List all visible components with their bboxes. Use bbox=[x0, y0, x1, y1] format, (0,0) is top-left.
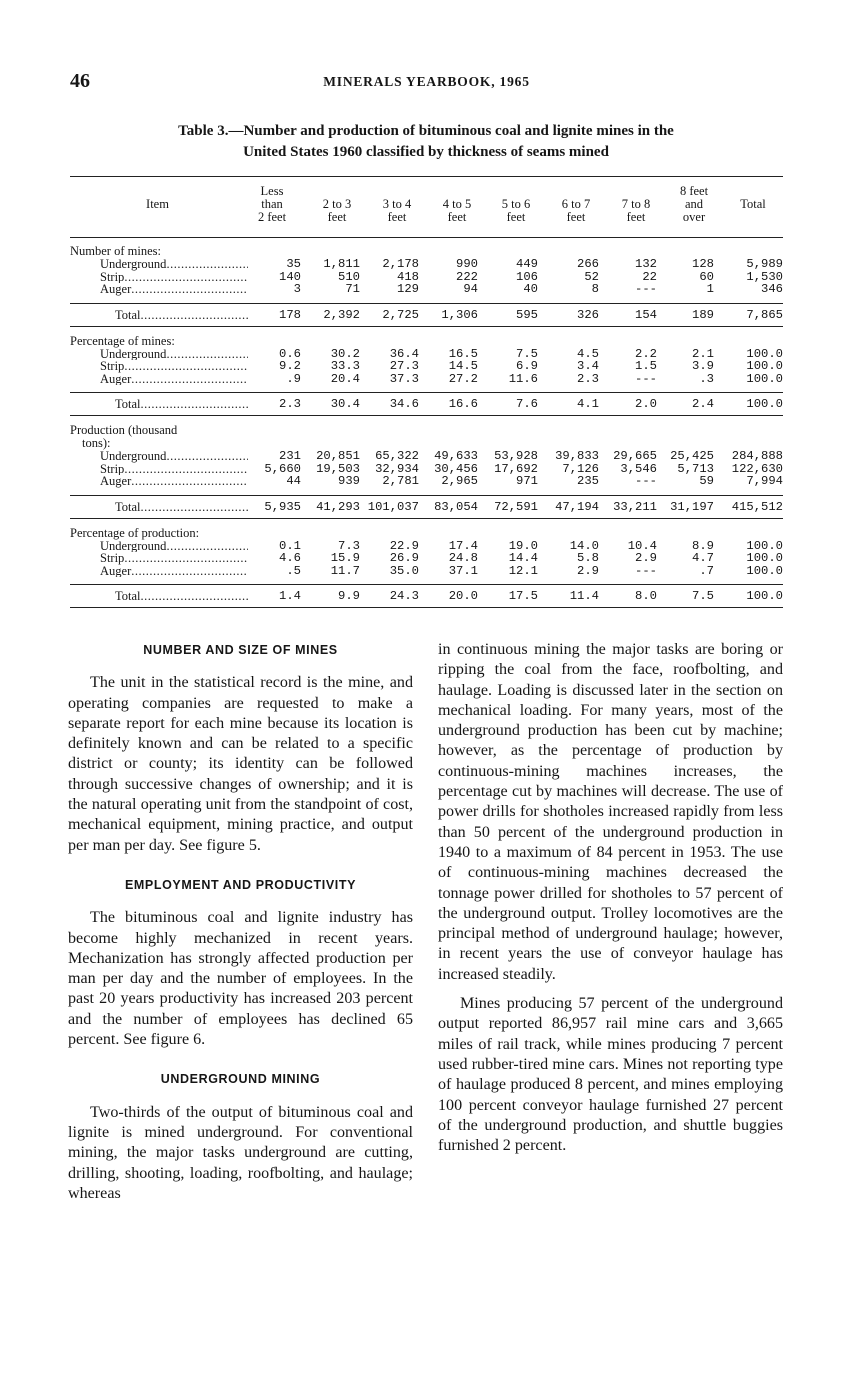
total-cell: 7.6 bbox=[516, 397, 538, 411]
table-cell: 40 bbox=[523, 282, 538, 296]
total-cell: 30.4 bbox=[330, 397, 360, 411]
table-cell: 5,660 bbox=[264, 461, 301, 476]
heading-number-and-size: NUMBER AND SIZE OF MINES bbox=[143, 643, 338, 657]
table-row bbox=[70, 271, 783, 284]
row-label: Strip ..... bbox=[100, 271, 248, 284]
column-header-line: 3 to 4 bbox=[382, 197, 412, 211]
table-row bbox=[70, 552, 783, 565]
table-cell: 129 bbox=[397, 282, 419, 296]
table-cell: 27.3 bbox=[389, 359, 419, 373]
total-cell: 178 bbox=[279, 307, 301, 322]
table-cell: 25,425 bbox=[670, 449, 714, 463]
table-cell: 59 bbox=[699, 474, 714, 488]
total-cell: 154 bbox=[635, 307, 657, 322]
section-title bbox=[70, 245, 783, 258]
paragraph-continuous-mining: in continuous mining the major tasks are boring or ripping the coal from the face, roofbolting, and haulage. Loading is discussed later in the section on mechanical loading. For many years, most of the underground production has been cut by machine; however, as the percentage of production by continuous-mining machines increases, the percentage cut by machines will decrease. The use of power drills for shotholes increased rapidly from less than 50 percent of the underground production in 1940 to a maximum of 84 percent in 1953. The use of continuous-mining machines decreased the tonnage power drilled for shotholes to 57 percent of the underground output. Trolley locomotives are the principal method of underground haulage; however, in recent years the use of conveyor haulage has increased steadily. bbox=[438, 641, 783, 983]
total-cell: 2.3 bbox=[279, 397, 301, 411]
paragraph-number-and-size: The unit in the statistical record is the mine, and operating companies are requested to make a separate report for each mine because its location is definitely known and can be related to a specific district or county; its identity can be followed through successive changes of ownership; and it is the natural operating unit from the standpoint of cost, mechanical equipment, mining practice, and output per man per day. See figure 5. bbox=[68, 674, 413, 854]
total-cell: 1,306 bbox=[441, 307, 478, 322]
table-cell: 17.4 bbox=[448, 538, 478, 553]
column-header-line: 2 to 3 bbox=[322, 197, 352, 211]
total-label: Total ..... bbox=[115, 304, 248, 326]
table-cell: 37.3 bbox=[389, 371, 419, 386]
total-cell: 41,293 bbox=[316, 499, 360, 514]
table-cell: 2.9 bbox=[635, 551, 657, 565]
table-cell: 1 bbox=[706, 282, 714, 296]
table-cell: 35 bbox=[286, 257, 301, 271]
row-label: Strip ..... bbox=[100, 360, 248, 373]
total-row bbox=[70, 392, 783, 415]
table-cell: 266 bbox=[577, 257, 599, 271]
item-column-header: Item bbox=[146, 197, 169, 211]
table-cell: 17,692 bbox=[494, 461, 538, 476]
column-header-line: feet bbox=[566, 210, 586, 224]
table-cell: 2.9 bbox=[577, 563, 599, 578]
table-cell: 37.1 bbox=[448, 563, 478, 578]
total-cell: 5,935 bbox=[264, 499, 301, 514]
table-cell: 971 bbox=[516, 474, 538, 488]
table-cell: 6.9 bbox=[516, 359, 538, 373]
table-cell: 2.1 bbox=[692, 346, 714, 361]
total-cell: 101,037 bbox=[367, 499, 419, 514]
row-label: Underground ..... bbox=[100, 450, 248, 463]
total-cell: 8.0 bbox=[635, 589, 657, 603]
table-cell: 0.6 bbox=[279, 346, 301, 361]
total-cell: 595 bbox=[516, 307, 538, 322]
table-cell: 20,851 bbox=[316, 449, 360, 463]
column-header-line: feet bbox=[506, 210, 526, 224]
total-cell: 34.6 bbox=[389, 397, 419, 411]
table-cell: 106 bbox=[516, 269, 538, 284]
column-header bbox=[718, 185, 788, 224]
row-label: Underground ..... bbox=[100, 348, 248, 361]
table-header bbox=[70, 177, 783, 238]
table-caption bbox=[90, 121, 762, 163]
column-header-line: Less bbox=[260, 184, 284, 198]
table-body bbox=[70, 238, 783, 607]
table-row bbox=[70, 348, 783, 361]
table-row bbox=[70, 373, 783, 386]
table-cell: --- bbox=[635, 282, 657, 296]
left-column bbox=[68, 640, 413, 1213]
table-cell: 3.4 bbox=[577, 359, 599, 373]
table-cell: 27.2 bbox=[448, 371, 478, 386]
total-cell: 7,865 bbox=[746, 307, 783, 322]
table-cell: .5 bbox=[286, 563, 301, 578]
total-cell: 1.4 bbox=[279, 589, 301, 603]
total-cell: 20.0 bbox=[448, 589, 478, 603]
column-header-line: 6 to 7 bbox=[561, 197, 591, 211]
table-cell: 22 bbox=[642, 269, 657, 284]
total-cell: 31,197 bbox=[670, 499, 714, 514]
table-row bbox=[70, 540, 783, 553]
table-cell: 5,989 bbox=[746, 257, 783, 271]
running-title: MINERALS YEARBOOK, 1965 bbox=[323, 74, 530, 89]
table-cell: 26.9 bbox=[389, 551, 419, 565]
table-cell: 939 bbox=[338, 474, 360, 488]
section-title-text: Number of mines: bbox=[70, 244, 161, 258]
table-cell: --- bbox=[635, 474, 657, 488]
table-cell: 30.2 bbox=[330, 346, 360, 361]
table-cell: 5,713 bbox=[677, 461, 714, 476]
table-cell: 7.5 bbox=[516, 346, 538, 361]
total-cell: 7.5 bbox=[692, 589, 714, 603]
heading-underground-mining: UNDERGROUND MINING bbox=[160, 1072, 321, 1087]
table-cell: 7.3 bbox=[338, 538, 360, 553]
table-cell: 122,630 bbox=[731, 461, 783, 476]
table-cell: 30,456 bbox=[434, 461, 478, 476]
table-cell: 231 bbox=[279, 449, 301, 463]
table-cell: 11.6 bbox=[508, 371, 538, 386]
table-cell: 11.7 bbox=[330, 563, 360, 578]
data-table bbox=[70, 176, 783, 608]
table-cell: 9.2 bbox=[279, 359, 301, 373]
total-row bbox=[70, 584, 783, 607]
total-cell: 2,392 bbox=[323, 307, 360, 322]
section-title-text: Percentage of production: bbox=[70, 525, 200, 540]
table-cell: 132 bbox=[635, 257, 657, 271]
table-cell: --- bbox=[635, 563, 657, 578]
table-row bbox=[70, 475, 783, 488]
section-title-text: tons): bbox=[82, 436, 111, 450]
column-header-line: and bbox=[684, 197, 704, 211]
total-cell: 2,725 bbox=[382, 307, 419, 322]
table-cell: 2,178 bbox=[382, 257, 419, 271]
total-cell: 4.1 bbox=[577, 397, 599, 411]
table-cell: 7,126 bbox=[562, 461, 599, 476]
table-cell: 2,781 bbox=[382, 474, 419, 488]
total-cell: 11.4 bbox=[569, 589, 599, 603]
paragraph-employment: The bituminous coal and lignite industry has become highly mechanized in recent years. Mechanization has strongly affected production per man per day and the number of employees. In the past 20 years productivity has increased 203 percent and the number of employees has declined 65 percent. See figure 6. bbox=[68, 909, 413, 1049]
table-cell: 510 bbox=[338, 269, 360, 284]
table-cell: 8 bbox=[591, 282, 599, 296]
section-title-text: Percentage of mines: bbox=[70, 333, 175, 348]
table-cell: 14.0 bbox=[569, 538, 599, 553]
column-header-line: 2 feet bbox=[257, 210, 287, 224]
column-header-line: feet bbox=[387, 210, 407, 224]
table-cell: 33.3 bbox=[330, 359, 360, 373]
table-caption-line-1: Table 3.—Number and production of bituminous coal and lignite mines in the bbox=[178, 123, 674, 139]
paragraph-mine-haulage: Mines producing 57 percent of the underground output reported 86,957 rail mine cars and 3,665 miles of rail track, while mines producing 7 percent used rubber-tired mine cars. Mines not reporting type of haulage produced 8 percent, and mines employing 100 percent conveyor haulage furnished 27 percent of the underground production, and shuttle buggies furnished 2 percent. bbox=[438, 995, 783, 1155]
total-label: Total ..... bbox=[115, 393, 248, 415]
table-cell: 235 bbox=[577, 474, 599, 488]
table-row bbox=[70, 450, 783, 463]
column-header-line: 7 to 8 bbox=[621, 197, 651, 211]
table-cell: 100.0 bbox=[746, 359, 783, 373]
table-cell: 10.4 bbox=[627, 538, 657, 553]
row-label: Strip ..... bbox=[100, 552, 248, 565]
table-cell: 60 bbox=[699, 269, 714, 284]
table-cell: 24.8 bbox=[448, 551, 478, 565]
total-cell: 100.0 bbox=[746, 397, 783, 411]
table-cell: 49,633 bbox=[434, 449, 478, 463]
table-row bbox=[70, 258, 783, 271]
table-cell: 3.9 bbox=[692, 359, 714, 373]
row-label: Underground ..... bbox=[100, 258, 248, 271]
table-cell: 19.0 bbox=[508, 538, 538, 553]
table-cell: 3 bbox=[293, 282, 301, 296]
table-cell: 14.4 bbox=[508, 551, 538, 565]
table-cell: 418 bbox=[397, 269, 419, 284]
column-header bbox=[237, 185, 307, 224]
table-cell: 35.0 bbox=[389, 563, 419, 578]
section-title bbox=[70, 424, 783, 450]
row-label: Underground ..... bbox=[100, 540, 248, 553]
table-cell: 29,665 bbox=[613, 449, 657, 463]
table-cell: 12.1 bbox=[508, 563, 538, 578]
table-row bbox=[70, 283, 783, 296]
table-cell: --- bbox=[635, 371, 657, 386]
table-cell: 449 bbox=[516, 257, 538, 271]
table-cell: 100.0 bbox=[746, 551, 783, 565]
table-cell: 128 bbox=[692, 257, 714, 271]
table-row bbox=[70, 360, 783, 373]
table-cell: 14.5 bbox=[448, 359, 478, 373]
total-cell: 326 bbox=[577, 307, 599, 322]
section-divider bbox=[70, 326, 783, 335]
total-cell: 100.0 bbox=[746, 589, 783, 603]
total-row bbox=[70, 303, 783, 326]
row-label: Auger ..... bbox=[100, 565, 248, 578]
row-label: Auger ..... bbox=[100, 283, 248, 296]
table-caption-line-2: United States 1960 classified by thickness of seams mined bbox=[243, 144, 609, 160]
total-cell: 2.0 bbox=[635, 397, 657, 411]
table-cell: 16.5 bbox=[448, 346, 478, 361]
table-cell: 100.0 bbox=[746, 563, 783, 578]
row-label: Auger ..... bbox=[100, 475, 248, 488]
section-title bbox=[70, 335, 783, 348]
total-cell: 33,211 bbox=[613, 499, 657, 514]
column-header-line: 8 feet bbox=[679, 184, 709, 198]
table-cell: 94 bbox=[463, 282, 478, 296]
total-cell: 16.6 bbox=[448, 397, 478, 411]
table-cell: 71 bbox=[345, 282, 360, 296]
table-cell: 2.3 bbox=[577, 371, 599, 386]
section-title-text: Production (thousand bbox=[70, 423, 178, 437]
right-column bbox=[438, 640, 783, 1165]
table-cell: .3 bbox=[699, 371, 714, 386]
table-cell: 7,994 bbox=[746, 474, 783, 488]
table-cell: 3,546 bbox=[620, 461, 657, 476]
table-cell: 1,530 bbox=[746, 269, 783, 284]
table-cell: 65,322 bbox=[375, 449, 419, 463]
table-cell: 19,503 bbox=[316, 461, 360, 476]
table-cell: 4.5 bbox=[577, 346, 599, 361]
page-header bbox=[70, 70, 783, 96]
table-row bbox=[70, 565, 783, 578]
table-cell: 284,888 bbox=[731, 449, 783, 463]
table-cell: 4.7 bbox=[692, 551, 714, 565]
table-cell: 8.9 bbox=[692, 538, 714, 553]
paragraph-underground-mining: Two-thirds of the output of bituminous coal and lignite is mined underground. For conventional mining, the major tasks underground are cutting, drilling, shooting, loading, roofbolting, and haulage; whereas bbox=[68, 1103, 413, 1202]
row-label: Strip ..... bbox=[100, 463, 248, 476]
total-cell: 9.9 bbox=[338, 589, 360, 603]
table-cell: 2.2 bbox=[635, 346, 657, 361]
table-cell: 32,934 bbox=[375, 461, 419, 476]
table-cell: 0.1 bbox=[279, 538, 301, 553]
table-cell: 4.6 bbox=[279, 551, 301, 565]
table-cell: 100.0 bbox=[746, 538, 783, 553]
table-cell: 990 bbox=[456, 257, 478, 271]
table-cell: 140 bbox=[279, 269, 301, 284]
table-cell: 39,833 bbox=[555, 449, 599, 463]
table-cell: .9 bbox=[286, 371, 301, 386]
table-cell: .7 bbox=[699, 563, 714, 578]
total-cell: 2.4 bbox=[692, 397, 714, 411]
table-cell: 2,965 bbox=[441, 474, 478, 488]
table-cell: 44 bbox=[286, 474, 301, 488]
total-label: Total ..... bbox=[115, 585, 248, 607]
table-cell: 53,928 bbox=[494, 449, 538, 463]
table-cell: 100.0 bbox=[746, 346, 783, 361]
column-header-line bbox=[718, 211, 788, 224]
table-cell: 36.4 bbox=[389, 346, 419, 361]
column-header-line: than bbox=[261, 197, 283, 211]
table-row bbox=[70, 463, 783, 476]
table-cell: 15.9 bbox=[330, 551, 360, 565]
page-number: 46 bbox=[70, 70, 90, 92]
total-cell: 72,591 bbox=[494, 499, 538, 514]
table-cell: 52 bbox=[584, 269, 599, 284]
total-cell: 83,054 bbox=[434, 499, 478, 514]
column-header-line: over bbox=[682, 210, 706, 224]
table-cell: 20.4 bbox=[330, 371, 360, 386]
table-cell: 22.9 bbox=[389, 538, 419, 553]
heading-employment: EMPLOYMENT AND PRODUCTIVITY bbox=[124, 877, 357, 892]
total-cell: 189 bbox=[692, 307, 714, 322]
total-cell: 415,512 bbox=[731, 499, 783, 514]
table-cell: 346 bbox=[761, 282, 783, 296]
table-cell: 222 bbox=[456, 269, 478, 284]
table-cell: 100.0 bbox=[746, 371, 783, 386]
row-label: Auger ..... bbox=[100, 373, 248, 386]
section-title bbox=[70, 527, 783, 540]
column-header-line: feet bbox=[327, 210, 347, 224]
table-cell: 1,811 bbox=[323, 257, 360, 271]
column-header-line: Total bbox=[740, 197, 766, 211]
table-cell: 5.8 bbox=[577, 551, 599, 565]
column-header-line: feet bbox=[447, 210, 467, 224]
total-cell: 17.5 bbox=[508, 589, 538, 603]
column-header-line: 5 to 6 bbox=[501, 197, 531, 211]
column-header-line: 4 to 5 bbox=[442, 197, 472, 211]
column-header-line: feet bbox=[626, 210, 646, 224]
total-cell: 47,194 bbox=[555, 499, 599, 514]
total-label: Total ..... bbox=[115, 496, 248, 518]
table-cell: 1.5 bbox=[635, 359, 657, 373]
total-row bbox=[70, 495, 783, 518]
total-cell: 24.3 bbox=[389, 589, 419, 603]
